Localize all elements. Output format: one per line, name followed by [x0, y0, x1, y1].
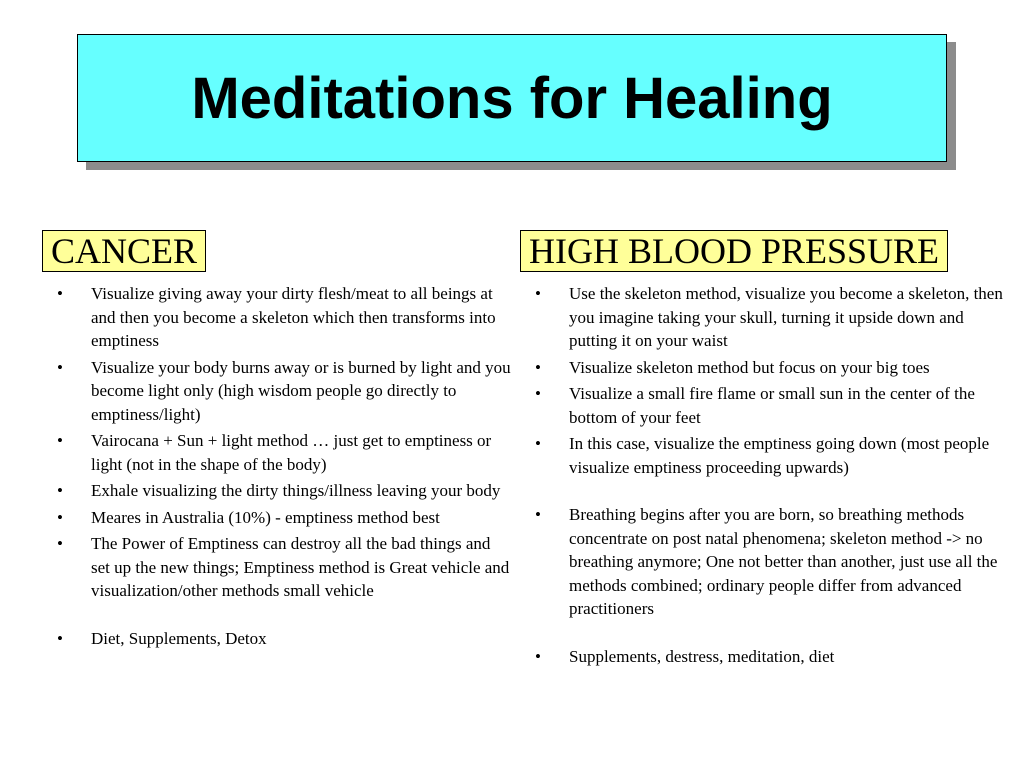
- high-blood-pressure-heading: HIGH BLOOD PRESSURE: [520, 230, 948, 272]
- list-item: • Meares in Australia (10%) - emptiness method best: [42, 506, 512, 530]
- bullet-icon: •: [535, 357, 541, 377]
- bullet-icon: •: [535, 505, 541, 524]
- cancer-heading: CANCER: [42, 230, 206, 272]
- list-item: • In this case, visualize the emptiness going down (most people visualize emptiness proceeding upwards): [535, 434, 990, 477]
- list-item: • Visualize skeleton method but focus on your big toes: [520, 356, 1008, 380]
- cancer-bullet-list: [42, 282, 512, 650]
- bullet-icon: •: [57, 628, 63, 648]
- high-blood-pressure-bullet-list: [520, 282, 1008, 668]
- list-item: • Visualize your body burns away or is burned by light and you become light only (high wisdom people go directly to emptiness/light): [57, 357, 511, 424]
- list-item: • Exhale visualizing the dirty things/illness leaving your body: [42, 479, 512, 503]
- title-box: [77, 34, 947, 162]
- bullet-icon: •: [57, 507, 63, 527]
- bullet-icon: •: [57, 284, 63, 303]
- bullet-icon: •: [535, 434, 541, 453]
- list-item: • Breathing begins after you are born, so breathing methods concentrate on post natal phenomena; skeleton method -> no breathing anymore; One not better than another, just use all the methods combined; ordinary people differ from advanced practitioners: [535, 505, 998, 618]
- bullet-icon: •: [535, 284, 541, 303]
- list-item: • Use the skeleton method, visualize you become a skeleton, then you imagine taking your skull, turning it upside down and putting it on your waist: [535, 284, 1003, 350]
- slide-title: Meditations for Healing: [191, 65, 833, 131]
- list-item: • Vairocana + Sun + light method … just get to emptiness or light (not in the shape of the body): [57, 431, 492, 474]
- cancer-column: [42, 230, 512, 653]
- list-item: • The Power of Emptiness can destroy all the bad things and set up the new things; Emptiness method is Great vehicle and visualization/other methods small vehicle: [57, 534, 510, 600]
- bullet-icon: •: [57, 481, 63, 500]
- bullet-icon: •: [57, 534, 63, 553]
- bullet-icon: •: [535, 646, 541, 666]
- list-item: • Diet, Supplements, Detox: [42, 627, 512, 651]
- list-item: • Visualize a small fire flame or small sun in the center of the bottom of your feet: [535, 384, 975, 427]
- list-item: • Visualize giving away your dirty flesh/meat to all beings at and then you become a skeleton which then transforms into emptiness: [57, 284, 496, 350]
- high-blood-pressure-column: [520, 230, 1008, 671]
- bullet-icon: •: [57, 357, 63, 377]
- bullet-icon: •: [535, 384, 541, 403]
- list-item: • Supplements, destress, meditation, diet: [520, 645, 1008, 669]
- bullet-icon: •: [57, 431, 63, 450]
